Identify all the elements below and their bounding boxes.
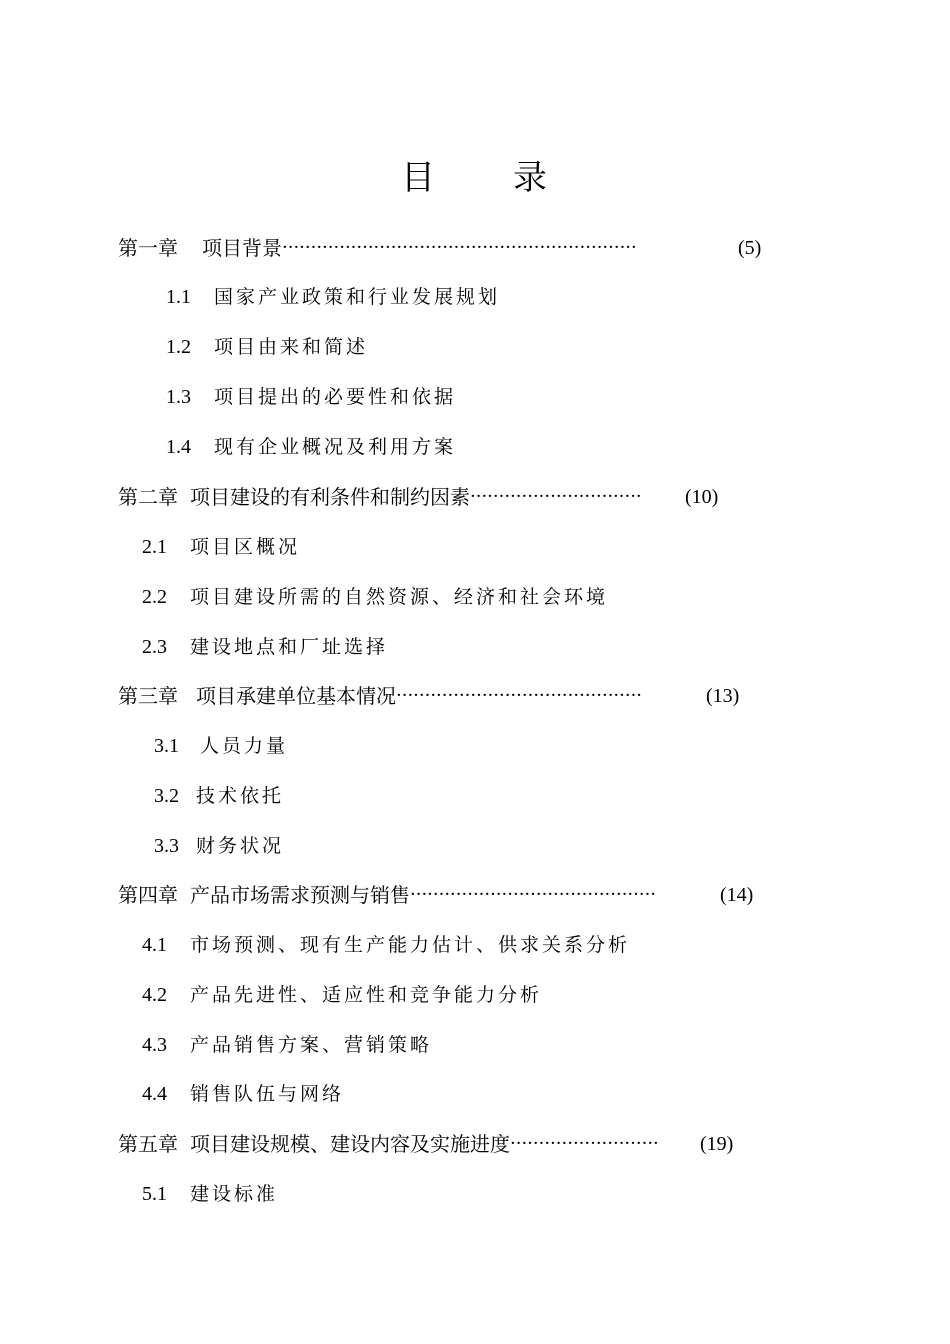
section-number: 4.4 — [142, 1083, 167, 1105]
chapter-title: 项目背景 — [202, 236, 282, 260]
section-title: 技术依托 — [196, 785, 285, 807]
section-number: 2.3 — [142, 636, 167, 658]
toc-chapter-3[interactable] — [118, 681, 739, 711]
chapter-page: (13) — [706, 685, 740, 707]
toc-section-4-3[interactable] — [142, 1030, 432, 1060]
toc-chapter-1[interactable] — [118, 233, 761, 263]
section-title: 市场预测、现有生产能力估计、供求关系分析 — [190, 934, 631, 956]
section-number: 3.2 — [154, 785, 179, 807]
section-title: 产品先进性、适应性和竞争能力分析 — [190, 984, 543, 1006]
toc-section-2-2[interactable] — [142, 582, 608, 612]
toc-section-1-4[interactable] — [166, 432, 456, 462]
leader-dots: ······························ — [470, 486, 642, 507]
toc-section-3-1[interactable] — [154, 731, 288, 761]
section-number: 2.1 — [142, 536, 167, 558]
toc-chapter-5[interactable] — [118, 1129, 733, 1159]
toc-section-1-2[interactable] — [166, 332, 368, 362]
chapter-number: 第四章 — [118, 883, 178, 907]
toc-chapter-2[interactable] — [118, 482, 718, 512]
chapter-title: 项目承建单位基本情况 — [196, 684, 396, 708]
toc-section-3-2[interactable] — [154, 781, 284, 811]
toc-section-2-1[interactable] — [142, 532, 300, 562]
section-title: 项目提出的必要性和依据 — [214, 386, 457, 408]
section-number: 5.1 — [142, 1183, 167, 1205]
section-number: 4.1 — [142, 934, 167, 956]
chapter-title: 项目建设的有利条件和制约因素 — [190, 485, 470, 509]
section-number: 3.1 — [154, 735, 179, 757]
section-number: 1.4 — [166, 436, 191, 458]
leader-dots: ··········································· — [410, 884, 657, 905]
section-title: 现有企业概况及利用方案 — [214, 436, 457, 458]
section-title: 财务状况 — [196, 835, 285, 857]
chapter-page: (14) — [720, 884, 754, 906]
toc-section-4-1[interactable] — [142, 930, 630, 960]
section-number: 1.2 — [166, 336, 191, 358]
leader-dots: ··········································· — [396, 685, 643, 706]
toc-section-5-1[interactable] — [142, 1179, 278, 1209]
section-title: 人员力量 — [200, 735, 289, 757]
section-title: 产品销售方案、营销策略 — [190, 1034, 433, 1056]
title-char-2: 录 — [513, 158, 549, 198]
section-number: 2.2 — [142, 586, 167, 608]
section-title: 建设标准 — [190, 1183, 279, 1205]
page-title — [0, 150, 950, 199]
leader-dots: ·························· — [510, 1133, 659, 1154]
section-title: 项目区概况 — [190, 536, 301, 558]
chapter-page: (5) — [738, 237, 762, 259]
section-title: 建设地点和厂址选择 — [190, 636, 389, 658]
section-number: 1.3 — [166, 386, 191, 408]
chapter-title: 产品市场需求预测与销售 — [190, 883, 410, 907]
section-number: 4.2 — [142, 984, 167, 1006]
toc-section-1-3[interactable] — [166, 382, 456, 412]
toc-section-4-4[interactable] — [142, 1079, 344, 1109]
chapter-page: (10) — [685, 486, 719, 508]
toc-section-4-2[interactable] — [142, 980, 542, 1010]
section-number: 4.3 — [142, 1034, 167, 1056]
section-title: 销售队伍与网络 — [190, 1083, 345, 1105]
chapter-number: 第三章 — [118, 684, 178, 708]
toc-section-1-1[interactable] — [166, 282, 500, 312]
section-title: 项目建设所需的自然资源、经济和社会环境 — [190, 586, 609, 608]
chapter-number: 第五章 — [118, 1132, 178, 1156]
section-number: 1.1 — [166, 286, 191, 308]
section-number: 3.3 — [154, 835, 179, 857]
chapter-number: 第二章 — [118, 485, 178, 509]
chapter-number: 第一章 — [118, 236, 178, 260]
section-title: 国家产业政策和行业发展规划 — [214, 286, 501, 308]
leader-dots: ······························································ — [282, 237, 637, 258]
toc-chapter-4[interactable] — [118, 880, 753, 910]
title-char-1: 目 — [401, 158, 437, 198]
chapter-title: 项目建设规模、建设内容及实施进度 — [190, 1132, 510, 1156]
toc-section-2-3[interactable] — [142, 632, 388, 662]
section-title: 项目由来和简述 — [214, 336, 369, 358]
chapter-page: (19) — [700, 1133, 734, 1155]
toc-section-3-3[interactable] — [154, 831, 284, 861]
